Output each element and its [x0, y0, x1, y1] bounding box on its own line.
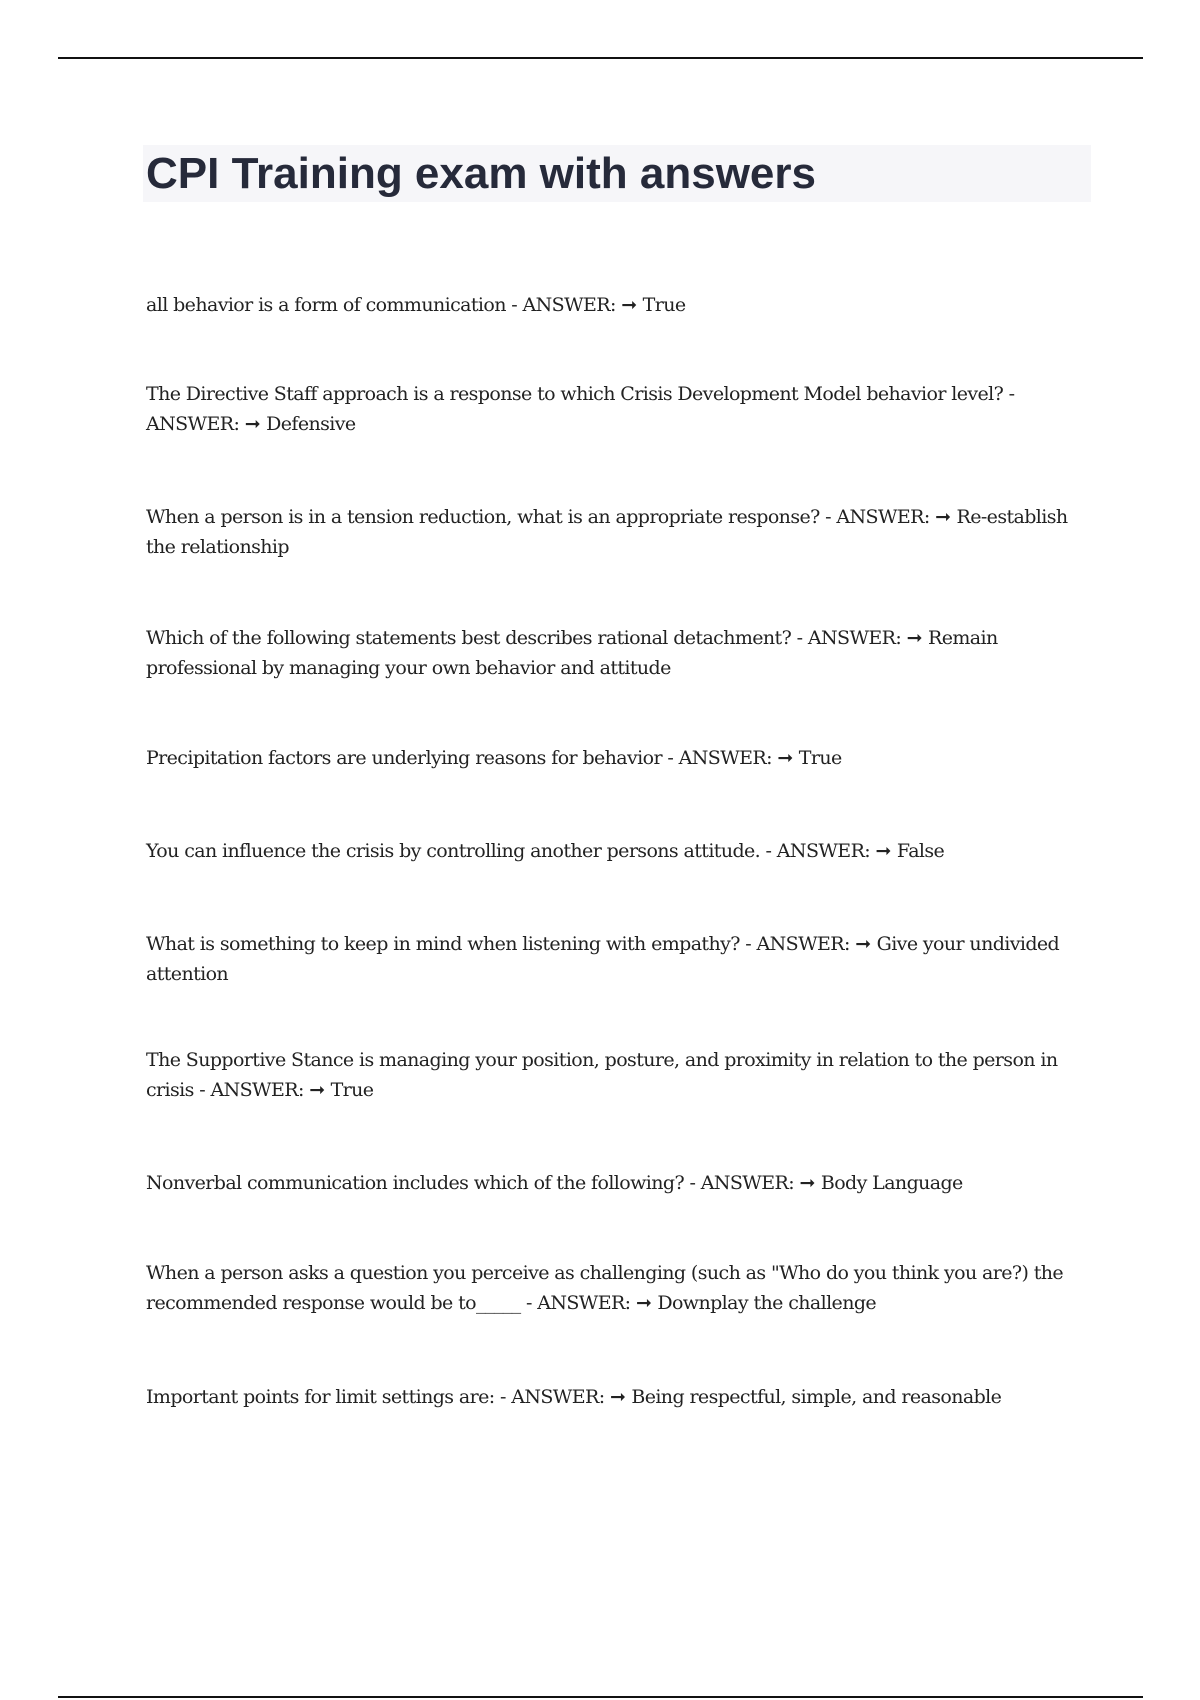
qa-answer: Re-establish the relationship	[146, 506, 1068, 558]
qa-answer: Being respectful, simple, and reasonable	[631, 1386, 1002, 1408]
arrow-right-icon: ➞	[875, 840, 892, 862]
arrow-right-icon: ➞	[935, 506, 952, 528]
arrow-right-icon: ➞	[609, 1386, 626, 1408]
qa-question: The Supportive Stance is managing your position, posture, and proximity in relation to the person in crisis - ANSWER:	[146, 1049, 1058, 1101]
qa-item-10	[146, 1258, 1086, 1318]
arrow-right-icon: ➞	[799, 1172, 816, 1194]
qa-item-11	[146, 1382, 1086, 1412]
bottom-rule	[58, 1696, 1143, 1698]
qa-question: Important points for limit settings are: - ANSWER:	[146, 1386, 605, 1408]
qa-question: Nonverbal communication includes which of the following? - ANSWER:	[146, 1172, 795, 1194]
arrow-right-icon: ➞	[635, 1292, 652, 1314]
qa-question: When a person asks a question you perceive as challenging (such as "Who do you think you are?) the recommended response would be to_____ - ANSWER:	[146, 1262, 1064, 1314]
qa-item-3	[146, 502, 1086, 562]
qa-question: What is something to keep in mind when listening with empathy? - ANSWER:	[146, 933, 850, 955]
qa-item-1	[146, 290, 1086, 320]
qa-item-2	[146, 379, 1086, 439]
qa-answer: True	[642, 294, 686, 316]
qa-item-5	[146, 743, 1086, 773]
qa-item-4	[146, 623, 1086, 683]
qa-question: When a person is in a tension reduction, what is an appropriate response? - ANSWER:	[146, 506, 930, 528]
arrow-right-icon: ➞	[244, 413, 261, 435]
qa-answer: Body Language	[820, 1172, 963, 1194]
qa-item-9	[146, 1168, 1086, 1198]
qa-answer: Downplay the challenge	[657, 1292, 877, 1314]
arrow-right-icon: ➞	[309, 1079, 326, 1101]
top-rule	[58, 57, 1143, 59]
arrow-right-icon: ➞	[906, 627, 923, 649]
qa-answer: True	[798, 747, 842, 769]
qa-question: The Directive Staff approach is a response to which Crisis Development Model behavior level? - ANSWER:	[146, 383, 1015, 435]
qa-answer: False	[896, 840, 945, 862]
qa-item-7	[146, 929, 1086, 989]
arrow-right-icon: ➞	[855, 933, 872, 955]
arrow-right-icon: ➞	[621, 294, 638, 316]
arrow-right-icon: ➞	[777, 747, 794, 769]
qa-answer: True	[330, 1079, 374, 1101]
qa-question: all behavior is a form of communication - ANSWER:	[146, 294, 616, 316]
page-title: CPI Training exam with answers	[146, 149, 816, 198]
qa-question: Which of the following statements best describes rational detachment? - ANSWER:	[146, 627, 902, 649]
qa-item-8	[146, 1045, 1086, 1105]
qa-question: You can influence the crisis by controlling another persons attitude. - ANSWER:	[146, 840, 871, 862]
qa-answer: Defensive	[266, 413, 356, 435]
qa-answer: Give your undivided attention	[146, 933, 1060, 985]
qa-question: Precipitation factors are underlying reasons for behavior - ANSWER:	[146, 747, 772, 769]
qa-item-6	[146, 836, 1086, 866]
qa-answer: Remain professional by managing your own behavior and attitude	[146, 627, 998, 679]
